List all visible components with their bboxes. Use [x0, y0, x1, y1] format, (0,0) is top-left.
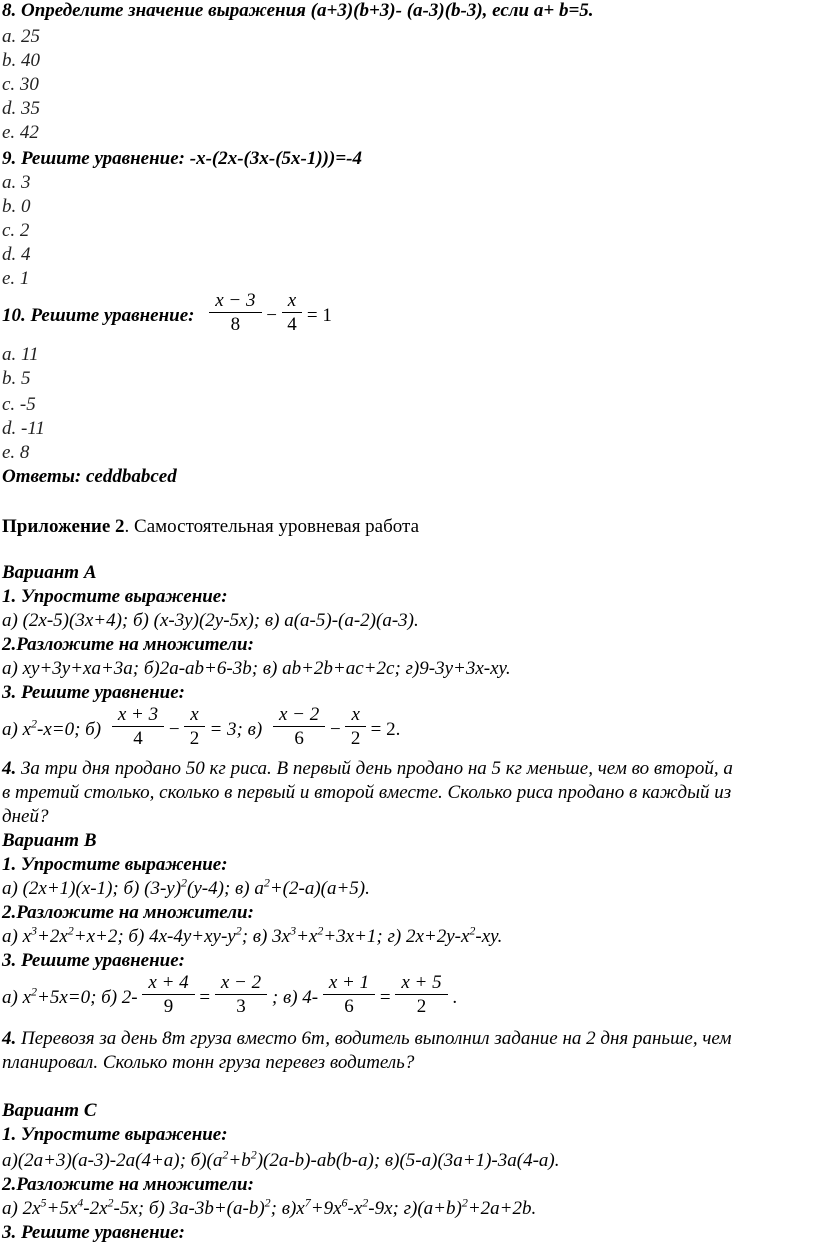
vb-t2-s3: 2	[235, 923, 242, 938]
vc-t1-p3: )(2a-b)-ab(b-a); в)(5-a)(3a+1)-3a(4-a).	[256, 1150, 560, 1171]
variant-a-task-4-line-1	[2, 758, 733, 780]
q10-option-d: d. -11	[2, 418, 45, 439]
vb-t4-number: 4.	[2, 1028, 17, 1049]
vb-t2-p7: -xy.	[475, 926, 503, 947]
va-t3-a-rest: -x=0; б)	[37, 718, 102, 740]
vb-t3-fraction-3	[323, 972, 375, 1019]
va-t3-mid: = 3; в)	[209, 718, 263, 740]
variant-c-task-3: 3. Решите уравнение:	[2, 1222, 185, 1243]
va-t3-f2-num: x	[184, 704, 204, 727]
q10-option-c: c. -5	[2, 394, 36, 415]
va-t4-text-1: За три дня продано 50 кг риса. В первый день продано на 5 кг меньше, чем во второй, а	[16, 758, 733, 779]
q10-fraction-2	[282, 290, 302, 337]
q9-option-a: a. 3	[2, 172, 31, 193]
va-t3-fraction-1	[112, 704, 164, 751]
va-t3-f2-den: 2	[189, 728, 200, 749]
variant-a-title: Вариант А	[2, 562, 97, 583]
q10-fraction-2-numerator: x	[282, 290, 302, 313]
va-t4-number: 4.	[2, 758, 17, 779]
variant-a-task-2: 2.Разложите на множители:	[2, 634, 254, 655]
vb-t3-a	[2, 984, 138, 1009]
vc-t2-p2: +5x	[46, 1198, 78, 1219]
vb-t2-s5: 2	[317, 923, 324, 938]
appendix-heading	[2, 516, 419, 538]
vc-t1-p1: а)(2a+3)(a-3)-2a(4+a); б)(a	[2, 1150, 223, 1171]
question-8-title: 8. Определите значение выражения (a+3)(b+3)- (a-3)(b-3), если a+ b=5.	[2, 0, 594, 21]
vb-t1-b: (y-4); в) a	[187, 878, 264, 899]
variant-a-task-3: 3. Решите уравнение:	[2, 682, 185, 703]
variant-c-task-1-body	[2, 1147, 560, 1172]
variant-b-task-1-body	[2, 875, 370, 900]
variant-b-task-2-body	[2, 923, 503, 948]
vb-t3-end: .	[452, 986, 458, 1008]
va-t3-a	[2, 716, 102, 741]
vb-t3-a-text: а) x	[2, 986, 32, 1008]
va-t3-fraction-3	[273, 704, 325, 751]
vb-t3-f2-den: 3	[236, 996, 246, 1017]
va-t3-f3-num: x − 2	[273, 704, 325, 727]
vb-t3-f4-den: 2	[416, 996, 427, 1017]
answers-line: Ответы: ceddbabced	[2, 466, 177, 487]
variant-a-task-1: 1. Упростите выражение:	[2, 586, 228, 607]
vc-t2-p8: -9x; г)(a+b)	[368, 1198, 462, 1219]
q10-fraction-2-denominator: 4	[287, 314, 297, 335]
vc-t1-s1: 2	[222, 1147, 229, 1162]
va-t3-f1-den: 4	[133, 728, 143, 749]
vb-t2-s6: 2	[469, 923, 476, 938]
vc-t2-s2: 4	[77, 1195, 84, 1210]
va-t3-a-text: а) x	[2, 718, 32, 740]
vc-t2-p1: а) 2x	[2, 1198, 41, 1219]
vb-t1-a: а) (2x+1)(x-1); б) (3-y)	[2, 878, 182, 899]
vb-t2-p4: ; в) 3x	[241, 926, 291, 947]
q9-option-d: d. 4	[2, 244, 31, 265]
q9-option-b: b. 0	[2, 196, 31, 217]
vb-t2-s1: 3	[31, 923, 38, 938]
q10-rhs: = 1	[306, 304, 332, 326]
q8-option-c: c. 30	[2, 74, 39, 95]
variant-c-task-2-body	[2, 1195, 537, 1220]
vc-t2-p3: -2x	[83, 1198, 108, 1219]
q10-fraction-1	[209, 290, 261, 337]
vb-t2-p5: +x	[296, 926, 318, 947]
q10-option-e: e. 8	[2, 442, 30, 463]
vb-t3-f3-num: x + 1	[323, 972, 375, 995]
q10-minus: −	[266, 304, 277, 326]
vb-t1-sup1: 2	[181, 875, 188, 890]
variant-a-task-3-body	[2, 706, 400, 753]
question-9-title: 9. Решите уравнение: -x-(2x-(3x-(5x-1)))=-4	[2, 148, 362, 169]
appendix-text: . Самостоятельная уровневая работа	[124, 516, 420, 537]
q8-option-b: b. 40	[2, 50, 40, 71]
vc-t2-s6: 6	[341, 1195, 348, 1210]
va-t3-f4-den: 2	[350, 728, 361, 749]
variant-a-task-2-body: а) xy+3y+xa+3a; б)2a-ab+6-3b; в) ab+2b+ac+2c; г)9-3y+3x-xy.	[2, 658, 511, 679]
vc-t2-s3: 2	[107, 1195, 114, 1210]
vb-t3-eq-1: =	[199, 986, 211, 1008]
variant-c-task-2: 2.Разложите на множители:	[2, 1174, 254, 1195]
vb-t3-f2-num: x − 2	[215, 972, 267, 995]
variant-b-task-4-line-2: планировал. Сколько тонн груза перевез водитель?	[2, 1052, 415, 1073]
vb-t2-p1: а) x	[2, 926, 32, 947]
vc-t2-s5: 7	[304, 1195, 311, 1210]
vb-t3-rest: +5x=0; б) 2-	[37, 986, 138, 1008]
vb-t2-s4: 3	[290, 923, 297, 938]
vc-t2-p5: ; в)x	[270, 1198, 305, 1219]
vb-t3-f1-num: x + 4	[142, 972, 194, 995]
question-10-title: 10. Решите уравнение:	[2, 304, 195, 326]
variant-a-task-1-body: а) (2x-5)(3x+4); б) (x-3y)(2y-5x); в) a(a-5)-(a-2)(a-3).	[2, 610, 419, 631]
appendix-label: Приложение 2	[2, 516, 125, 537]
variant-a-task-4-line-2: в третий столько, сколько в первый и второй вместе. Сколько риса продано в каждый из	[2, 782, 732, 803]
variant-b-task-1: 1. Упростите выражение:	[2, 854, 228, 875]
vb-t4-text-1: Перевозя за день 8т груза вместо 6т, водитель выполнил задание на 2 дня раньше, чем	[16, 1028, 732, 1049]
va-t3-f1-num: x + 3	[112, 704, 164, 727]
va-t3-a-sup: 2	[31, 716, 38, 731]
variant-c-task-1: 1. Упростите выражение:	[2, 1124, 228, 1145]
q9-option-e: e. 1	[2, 268, 30, 289]
variant-c-title: Вариант С	[2, 1100, 97, 1121]
va-t3-minus-1: −	[168, 718, 180, 740]
q10-option-b: b. 5	[2, 368, 31, 389]
question-10-line	[2, 292, 332, 339]
q9-option-c: c. 2	[2, 220, 30, 241]
va-t3-f4-num: x	[345, 704, 365, 727]
vb-t2-s2: 2	[67, 923, 74, 938]
va-t3-minus-2: −	[329, 718, 341, 740]
va-t3-end: = 2.	[370, 718, 401, 740]
vc-t2-p7: -x	[347, 1198, 363, 1219]
variant-b-title: Вариант В	[2, 830, 97, 851]
vb-t1-c: +(2-a)(a+5).	[269, 878, 370, 899]
vb-t3-fraction-2	[215, 972, 267, 1019]
va-t3-fraction-2	[184, 704, 204, 751]
vb-t3-fraction-1	[142, 972, 194, 1019]
vc-t2-p4: -5x; б) 3a-3b+(a-b)	[113, 1198, 265, 1219]
vb-t2-p2: +2x	[37, 926, 68, 947]
va-t3-fraction-4	[345, 704, 365, 751]
vb-t2-p3: +x+2; б) 4x-4y+xy-y	[73, 926, 236, 947]
q8-option-e: e. 42	[2, 122, 39, 143]
vb-t3-sup: 2	[31, 984, 38, 999]
q10-fraction-1-numerator: x − 3	[209, 290, 261, 313]
vb-t3-eq-2: =	[379, 986, 391, 1008]
vb-t2-p6: +3x+1; г) 2x+2y-x	[323, 926, 470, 947]
q8-option-d: d. 35	[2, 98, 40, 119]
variant-b-task-3: 3. Решите уравнение:	[2, 950, 185, 971]
q10-fraction-1-denominator: 8	[230, 314, 241, 335]
vc-t2-p6: +9x	[310, 1198, 342, 1219]
variant-b-task-2: 2.Разложите на множители:	[2, 902, 254, 923]
vb-t3-f4-num: x + 5	[395, 972, 447, 995]
vc-t2-s7: 2	[362, 1195, 369, 1210]
vc-t2-s1: 5	[40, 1195, 47, 1210]
vb-t1-sup2: 2	[263, 875, 270, 890]
vc-t2-p9: +2a+2b.	[467, 1198, 537, 1219]
variant-b-task-4-line-1	[2, 1028, 732, 1050]
q10-option-a: a. 11	[2, 344, 39, 365]
va-t3-f3-den: 6	[294, 728, 304, 749]
vc-t2-s4: 2	[264, 1195, 271, 1210]
vb-t3-f1-den: 9	[163, 996, 174, 1017]
variant-a-task-4-line-3: дней?	[2, 806, 49, 827]
vb-t3-fraction-4	[395, 972, 447, 1019]
vc-t2-s8: 2	[461, 1195, 468, 1210]
q8-option-a: a. 25	[2, 26, 40, 47]
vc-t1-s2: 2	[250, 1147, 257, 1162]
variant-b-task-3-body	[2, 974, 457, 1021]
vb-t3-mid: ; в) 4-	[271, 986, 319, 1008]
vb-t3-f3-den: 6	[344, 996, 354, 1017]
vc-t1-p2: +b	[228, 1150, 251, 1171]
